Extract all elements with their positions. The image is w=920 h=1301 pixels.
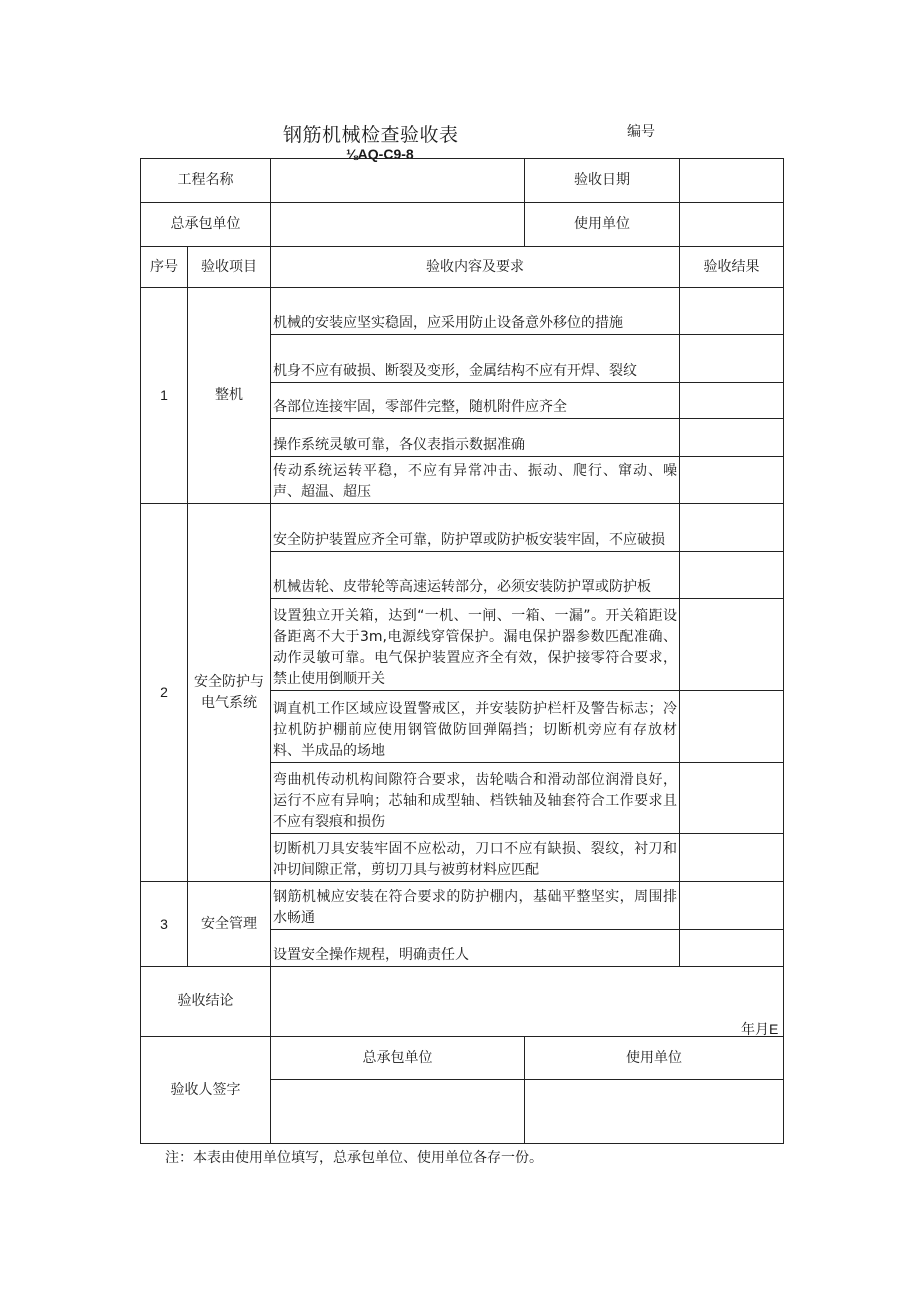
table-row [141, 882, 784, 930]
project-name-row [141, 159, 784, 203]
user-unit-value[interactable] [680, 203, 784, 247]
project-name-label: 工程名称 [141, 159, 271, 203]
requirement-text: 钢筋机械应安装在符合要求的防护棚内，基础平整坚实，周围排水畅通 [271, 882, 680, 930]
column-header-content: 验收内容及要求 [271, 247, 680, 288]
result-cell[interactable] [680, 419, 784, 457]
requirement-text: 安全防护装置应齐全可靠，防护罩或防护板安装牢固，不应破损 [271, 504, 680, 552]
requirement-text: 设置独立开关箱，达到“一机、一闸、一箱、一漏”。开关箱距设备距离不大于3m,电源线穿管保护。漏电保护器参数匹配准确、动作灵敏可靠。电气保护装置应齐全有效，保护接零符合要求，禁止使用倒顺开关 [271, 599, 680, 691]
serial-number-label: 编号 [627, 124, 655, 140]
result-cell[interactable] [680, 335, 784, 383]
signature-user-unit-value[interactable] [525, 1080, 784, 1144]
table-row [141, 288, 784, 335]
signature-contractor-label: 总承包单位 [271, 1037, 525, 1080]
group-item: 安全防护与电气系统 [188, 504, 271, 882]
requirement-text: 设置安全操作规程，明确责任人 [271, 930, 680, 967]
result-cell[interactable] [680, 834, 784, 882]
requirement-text: 各部位连接牢固，零部件完整，随机附件应齐全 [271, 383, 680, 419]
column-header-no: 序号 [141, 247, 188, 288]
inspection-table [140, 158, 784, 1144]
signature-user-unit-label: 使用单位 [525, 1037, 784, 1080]
column-header-item: 验收项目 [188, 247, 271, 288]
signature-label: 验收人签字 [141, 1037, 271, 1144]
general-contractor-value[interactable] [271, 203, 525, 247]
result-cell[interactable] [680, 691, 784, 763]
group-item: 安全管理 [188, 882, 271, 967]
table-row [141, 504, 784, 552]
result-cell[interactable] [680, 882, 784, 930]
requirement-text: 调直机工作区域应设置警戒区，并安装防护栏杆及警告标志；冷拉机防护棚前应使用钢管做防回弹隔挡；切断机旁应有存放材料、半成品的场地 [271, 691, 680, 763]
result-cell[interactable] [680, 288, 784, 335]
result-cell[interactable] [680, 504, 784, 552]
form-code: ⅛AQ-C9-8 [346, 146, 414, 162]
result-cell[interactable] [680, 763, 784, 834]
group-number: 3 [141, 882, 188, 967]
result-cell[interactable] [680, 383, 784, 419]
requirement-text: 传动系统运转平稳，不应有异常冲击、振动、爬行、窜动、噪声、超温、超压 [271, 457, 680, 504]
requirement-text: 机身不应有破损、断裂及变形，金属结构不应有开焊、裂纹 [271, 335, 680, 383]
result-cell[interactable] [680, 599, 784, 691]
signature-contractor-value[interactable] [271, 1080, 525, 1144]
group-item: 整机 [188, 288, 271, 504]
result-cell[interactable] [680, 930, 784, 967]
result-cell[interactable] [680, 552, 784, 599]
footnote: 注：本表由使用单位填写，总承包单位、使用单位各存一份。 [165, 1150, 543, 1166]
signature-header-row [141, 1037, 784, 1080]
column-header-result: 验收结果 [680, 247, 784, 288]
requirement-text: 机械齿轮、皮带轮等高速运转部分，必须安装防护罩或防护板 [271, 552, 680, 599]
column-header-row [141, 247, 784, 288]
requirement-text: 弯曲机传动机构间隙符合要求，齿轮啮合和滑动部位润滑良好，运行不应有异响；芯轴和成型轴、档铁轴及轴套符合工作要求且不应有裂痕和损伤 [271, 763, 680, 834]
requirement-text: 操作系统灵敏可靠，各仪表指示数据准确 [271, 419, 680, 457]
conclusion-label: 验收结论 [141, 967, 271, 1037]
project-name-value[interactable] [271, 159, 525, 203]
conclusion-row [141, 967, 784, 1037]
group-number: 1 [141, 288, 188, 504]
result-cell[interactable] [680, 457, 784, 504]
group-number: 2 [141, 504, 188, 882]
user-unit-label: 使用单位 [525, 203, 680, 247]
acceptance-date-value[interactable] [680, 159, 784, 203]
requirement-text: 机械的安装应坚实稳固，应采用防止设备意外移位的措施 [271, 288, 680, 335]
general-contractor-label: 总承包单位 [141, 203, 271, 247]
acceptance-date-label: 验收日期 [525, 159, 680, 203]
form-title: 钢筋机械检查验收表 [283, 124, 459, 146]
conclusion-value[interactable] [271, 967, 784, 1037]
conclusion-date: 年月E [741, 1021, 779, 1037]
contractor-row [141, 203, 784, 247]
requirement-text: 切断机刀具安装牢固不应松动，刀口不应有缺损、裂纹，衬刀和冲切间隙正常，剪切刀具与被剪材料应匹配 [271, 834, 680, 882]
